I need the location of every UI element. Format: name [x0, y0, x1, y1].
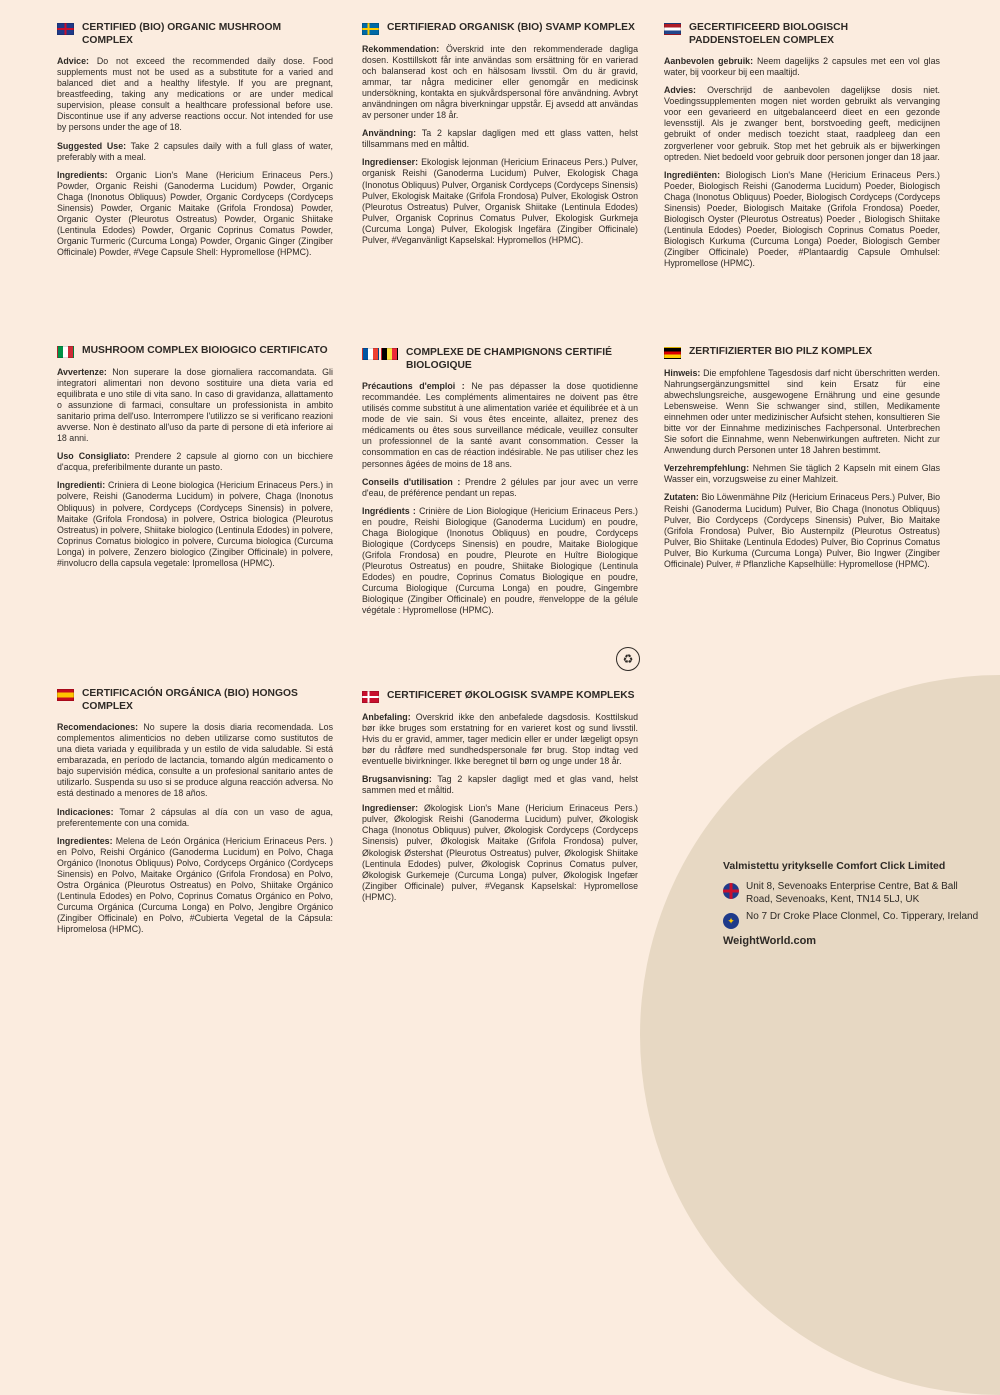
- section-en: [57, 22, 333, 265]
- ingredients-paragraph: Ingredients: Organic Lion's Mane (Hericium Erinaceus Pers.) Powder, Organic Reishi (Ganoderma Lucidum) Powder, Organic Chaga (Inonotus Obliquus) Powder, Organic Cordyceps (Cordyceps Sinensis) Powder, Organic Maitake (Grifola Frondosa) Powder, Organic Oyster (Pleurotus Ostreatus) Powder, Organic Shiitake (Lentinula Edodes) Powder, Organic Coprinus Comatus Powder, Organic Turmeric (Curcuma Longa) Powder, Organic Ginger (Zingiber Officinale) Powder, #Vege Capsule Shell: Hypromellose (HPMC).: [57, 169, 333, 257]
- usage-paragraph: Aanbevolen gebruik: Neem dagelijks 2 capsules met een vol glas water, bij voorkeur bij een maaltijd.: [664, 56, 940, 78]
- section-es: [57, 688, 333, 942]
- uk-address-text: Unit 8, Sevenoaks Enterprise Centre, Bat & Ball Road, Sevenoaks, Kent, TN14 5LJ, UK: [746, 881, 958, 905]
- denmark-flag-icon: [362, 691, 379, 703]
- section-header: [57, 345, 333, 358]
- section-header: [57, 22, 333, 47]
- section-title: ZERTIFIZIERTER BIO PILZ KOMPLEX: [689, 346, 873, 357]
- belgium-flag-icon: [381, 348, 398, 360]
- section-fr: [362, 347, 638, 623]
- ingredients-paragraph: Ingrediënten: Biologisch Lion's Mane (Hericium Erinaceus Pers.) Poeder, Biologisch Reishi (Ganoderma Lucidum) Poeder, Biologisch Chaga (Inonotus Obliquus) Poeder, Biologisch Cordyceps (Cordyceps Sinensis) Poeder, Biologisch Maitake (Grifola Frondosa) Poeder, Biologisch Oyster (Pleurotus Ostreatus) Poeder , Biologisch Shiitake (Lentinula Edodes) Poeder, Biologisch Coprinus Comatus Poeder, Biologisch Kurkuma (Curcuma Longa) Poeder, Biologisch Gember (Zingiber Officinale) Poeder, #Plantaardig Capsule Omhulsel: Hypromellose (HPMC).: [664, 169, 940, 268]
- section-it: [57, 345, 333, 576]
- section-header: [362, 22, 638, 35]
- section-title: COMPLEXE DE CHAMPIGNONS CERTIFIÉ BIOLOGIQUE: [406, 347, 612, 371]
- ingredients-paragraph: Ingrédients : Crinière de Lion Biologique (Hericium Erinaceus Pers.) en poudre, Reishi Biologique (Ganoderma Lucidum) en poudre, Chaga Biologique (Inonotus Obliquus) en poudre, Cordyceps Biologique (Cordyceps Sinensis) en poudre, Maitake Biologique (Grifola Frondosa) en poudre, Pleurote en Huître Biologique (Pleurotus Ostreatus) en poudre, Shiitake Biologique (Lentinula Edodes) en poudre, Coprinus Comatus Biologique en poudre, Curcuma Biologique (Curcuma Longa) en poudre, Gingembre Biologique (Zingiber Officinale) en poudre, #enveloppe de la gélule végétale : Hypromellose (HPMC).: [362, 505, 638, 616]
- section-header: [362, 690, 638, 703]
- ingredients-paragraph: Ingredienser: Ekologisk lejonman (Hericium Erinaceus Pers.) Pulver, organisk Reishi (Ganoderma Lucidum) Pulver, Ekologisk Chaga (Inonotus Obliquus) Pulver, Organisk Cordyceps (Cordyceps Sinensis) Pulver, Ekologisk Maitake (Grifola Frondosa) Pulver, Ekologisk Ostron (Pleurotus Ostreatus) Pulver, Organisk Shiitake (Lentinula Edodes) Pulver, Organisk Coprinus Comatus Pulver, Ekologisk Gurkmeja (Curcuma Longa) Pulver, Ekologisk Ingefära (Zingiber Officinale) Pulver, #Veganvänligt Kapselskal: Hypromellos (HPMC).: [362, 157, 638, 245]
- advice-paragraph: Précautions d'emploi : Ne pas dépasser la dose quotidienne recommandée. Les compléments alimentaires ne doivent pas être utilisés comme substitut à une alimentation variée et équilibrée et à un mode de vie sain. Si vous êtes enceinte, allaitez, prenez des médicaments ou êtes sous surveillance médicale, veuillez consulter un professionnel de la santé avant consommation. Cesser la consommation en cas de réaction indésirable. Ne pas utiliser chez les personnes âgées de moins de 18 ans.: [362, 381, 638, 469]
- advice-paragraph: Advice: Do not exceed the recommended daily dose. Food supplements must not be used as a substitute for a varied and balanced diet and a healthy lifestyle. If you are pregnant, breastfeeding, taking any medications or are under medical supervision, please consult a healthcare professional before use. Discontinue use if any adverse reactions occur. Not intended for use by persons under the age of 18.: [57, 56, 333, 133]
- ie-address-text: No 7 Dr Croke Place Clonmel, Co. Tipperary, Ireland: [746, 911, 979, 923]
- suggested-use-paragraph: Uso Consigliato: Prendere 2 capsule al giorno con un bicchiere d'acqua, preferibilmente durante un pasto.: [57, 451, 334, 473]
- tidyman-recycle-icon: ♻: [616, 647, 640, 671]
- uk-address: [723, 881, 983, 906]
- uk-flag-icon: [723, 883, 739, 899]
- suggested-use-paragraph: Conseils d'utilisation : Prendre 2 gélules par jour avec un verre d'eau, de préférence pendant un repas.: [362, 476, 638, 498]
- advice-paragraph: Recomendaciones: No supere la dosis diaria recomendada. Los complementos alimenticios no deben utilizarse como sustitutos de una dieta variada y equilibrada y un estilo de vida saludable. Si está embarazada, en período de lactancia, tomando algún medicamento o bajo supervisión médica, consulte a un profesional sanitario antes de utilizarlo. Suspenda su uso si se produce alguna reacción adversa. No está destinado a menores de 18 años.: [57, 722, 333, 799]
- ingredients-paragraph: Ingredientes: Melena de León Orgánica (Hericium Erinaceus Pers. ) en Polvo, Reishi Orgánico (Ganoderma Lucidum) en Polvo, Chaga Orgánico (Inonotus Obliquus) Polvo, Cordyceps Orgánico (Cordyceps Sinensis) en Polvo, Maitake Orgánico (Grifola Frondosa) en Polvo, Ostra Orgánica (Pleurotus Ostreatus) en Polvo, Shiitake Orgánico (Lentinula Edodes) en Polvo, Coprinus Comatus Orgánico en Polvo, Curcuma Orgánica (Curcuma Longa) en Polvo, Jengibre Orgánico (Zingiber Officinale) en Polvo, #Cubierta Vegetal de la Cápsula: Hipromelosa (HPMC).: [57, 835, 333, 934]
- section-title: CERTIFIED (BIO) ORGANIC MUSHROOM COMPLEX: [82, 22, 282, 46]
- ie-address: [723, 911, 983, 929]
- section-title: CERTIFIERAD ORGANISK (BIO) SVAMP KOMPLEX: [387, 22, 635, 33]
- section-da: [362, 690, 638, 910]
- section-title: CERTIFICACIÓN ORGÁNICA (BIO) HONGOS COMPLEX: [82, 688, 298, 712]
- advice-paragraph: Rekommendation: Överskrid inte den rekommenderade dagliga dosen. Kosttillskott får inte användas som ersättning för en varierad och balanserad kost och en hälsosam livsstil. Om du är gravid, ammar, tar några mediciner eller genomgår en medicinsk undersökning, kontakta en sjukvårdspersonal före användning. Avbryt användningen om några biverkningar uppstår. Ej avsedd att användas av personer under 18 år.: [362, 44, 639, 121]
- section-sv: [362, 22, 638, 253]
- suggested-use-paragraph: Brugsanvisning: Tag 2 kapsler dagligt med et glas vand, helst sammen med et måltid.: [362, 774, 638, 796]
- netherlands-flag-icon: [664, 23, 681, 35]
- germany-flag-icon: [664, 347, 681, 359]
- section-header: [57, 688, 333, 713]
- section-nl: [664, 22, 940, 276]
- section-header: [664, 22, 940, 47]
- company-info: [723, 860, 983, 947]
- suggested-use-paragraph: Verzehrempfehlung: Nehmen Sie täglich 2 Kapseln mit einem Glas Wasser ein, vorzugsweise zu einer Mahlzeit.: [664, 463, 940, 485]
- section-de: [664, 346, 940, 577]
- section-title: GECERTIFICEERD BIOLOGISCH PADDENSTOELEN COMPLEX: [689, 22, 849, 46]
- uk-flag-icon: [57, 23, 74, 35]
- ingredients-paragraph: Zutaten: Bio Löwenmähne Pilz (Hericium Erinaceus Pers.) Pulver, Bio Reishi (Ganoderma Lucidum) Pulver, Bio Chaga (Inonotus Obliquus) Pulver, Bio Cordyceps (Cordyceps Sinensis) Pulver, Bio Maitake (Grifola Frondosa) Pulver, Bio Austernpilz (Pleurotus Ostreatus) Pulver, Bio Shiitake (Lentinula Edodes) Pulver, Bio Coprinus Comatus Pulver, Bio Kurkuma (Curcuma Longa) Pulver, Bio Ingwer (Zingiber Officinale) Pulver, # Pflanzliche Kapselhülle: Hypromellose (HPMC).: [664, 492, 940, 569]
- france-flag-icon: [362, 348, 379, 360]
- section-header: [362, 347, 638, 372]
- suggested-use-paragraph: Suggested Use: Take 2 capsules daily with a full glass of water, preferably with a meal.: [57, 140, 333, 162]
- suggested-use-paragraph: Indicaciones: Tomar 2 cápsulas al día con un vaso de agua, preferentemente con una comida.: [57, 806, 333, 828]
- suggested-use-paragraph: Användning: Ta 2 kapslar dagligen med ett glass vatten, helst tillsammans med en måltid.: [362, 128, 638, 150]
- advice-paragraph: Avvertenze: Non superare la dose giornaliera raccomandata. Gli integratori alimentari non devono sostituire una dieta varia ed equilibrata e uno stile di vita sano. In caso di gravidanza, allattamento o assunzione di farmaci, consultare un professionista in ambito sanitario prima dell'uso. Interrompere l'utilizzo se si verificano reazioni avverse. Non è destinato all'uso da parte di persone di età inferiore ai 18 anni.: [57, 367, 333, 444]
- section-title: CERTIFICERET ØKOLOGISK SVAMPE KOMPLEKS: [387, 690, 635, 701]
- section-header: [664, 346, 940, 359]
- advice-paragraph: Advies: Overschrijd de aanbevolen dagelijkse dosis niet. Voedingssupplementen mogen niet worden gebruikt als vervanging voor een gevarieerd en uitgebalanceerd dieet en een gezonde levensstijl. Als je zwanger bent, borstvoeding geeft, medicijnen gebruikt of onder medisch toezicht staat, raadpleeg dan een zorgverlener voor gebruik. Stop met het gebruik als er bijwerkingen optreden. Niet bedoeld voor gebruik door personen jonger dan 18 jaar.: [664, 85, 940, 162]
- advice-paragraph: Hinweis: Die empfohlene Tagesdosis darf nicht überschritten werden. Nahrungsergänzungsmittel sind kein Ersatz für eine abwechslungsreiche, ausgewogene Ernährung und eine gesunde Lebensweise. Wenn Sie schwanger sind, stillen, Medikamente einnehmen oder unter medizinischer Aufsicht stehen, konsultieren Sie bitte vor der Einnahme medizinisches Fachpersonal. Unterbrechen Sie sofort die Einnahme, wenn Nebenwirkungen auftreten. Nicht zur Anwendung durch Personen unter 18 Jahren bestimmt.: [664, 368, 940, 456]
- advice-paragraph: Anbefaling: Overskrid ikke den anbefalede dagsdosis. Kosttilskud bør ikke bruges som erstatning for en varieret kost og sund livsstil. Hvis du er gravid, ammer, tager medicin eller er under lægeligt opsyn bør du rådføre med sundhedspersonale før brug. Stop indtag ved eventuelle bivirkninger. Ikke beregnet til børn og unge under 18 år.: [362, 712, 638, 767]
- background-circle: [640, 675, 1000, 1395]
- sweden-flag-icon: [362, 23, 379, 35]
- ingredients-paragraph: Ingredienser: Økologisk Lion's Mane (Hericium Erinaceus Pers.) pulver, Økologisk Reishi (Ganoderma Lucidum) pulver, Økologisk Chaga (Inonotus Obliquus) pulver, Økologisk Cordyceps (Cordyceps Sinensis) pulver, Økologisk Maitake (Grifola Frondosa) pulver, Økologisk Østershat (Pleurotus Ostreatus) pulver, Økologisk Shiitake (Lentinula Edodes) pulver, Økologisk Coprinus Comatus pulver, Økologisk Gurkemeje (Curcuma Longa) pulver, Økologisk Ingefær (Zingiber Officinale) pulver, #Vegansk Kapselskal: Hypromellose (HPMC).: [362, 803, 638, 902]
- eu-flag-icon: ✦: [723, 913, 739, 929]
- ingredients-paragraph: Ingredienti: Criniera di Leone biologica (Hericium Erinaceus Pers.) in polvere, Reishi (Ganoderma Lucidum) in polvere, Chaga (Inonotus Obliquus) in polvere, Cordyceps (Cordyceps Sinensis) in polvere, Maitake (Grifola Frondosa) in polvere, Ostrica biologica (Pleurotus Ostreatus) in polvere, Shiitake biologico (Lentinula Edodes) in polvere, Coprinus Comatus biologico in polvere, Curcuma biologica (Curcuma Longa) in polvere, Zenzero biologico (Zingiber Officinale) in polvere, #involucro della capsula vegetale: Ipromellosa (HPMC).: [57, 480, 333, 568]
- section-title: MUSHROOM COMPLEX BIOIOGICO CERTIFICATO: [82, 345, 328, 356]
- spain-flag-icon: [57, 689, 74, 701]
- italy-flag-icon: [57, 346, 74, 358]
- brand-website: WeightWorld.com: [723, 935, 817, 948]
- manufacturer-heading: Valmistettu yritykselle Comfort Click Limited: [723, 860, 946, 872]
